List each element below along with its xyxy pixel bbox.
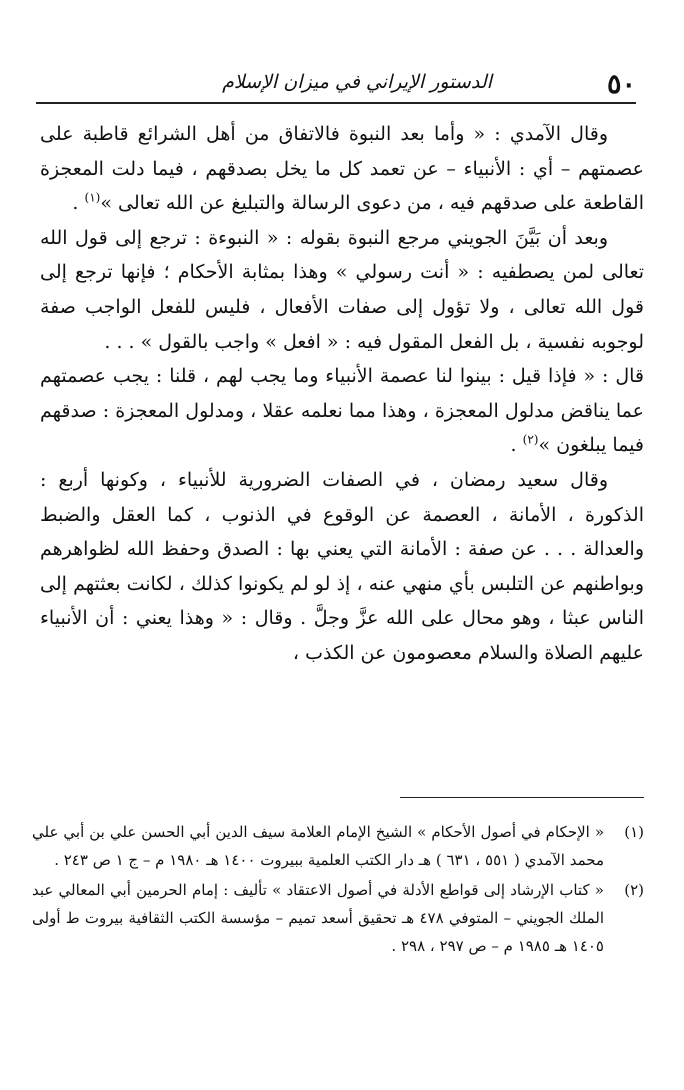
footnote-reference: (١) bbox=[84, 190, 101, 205]
running-title: الدستور الإيراني في ميزان الإسلام bbox=[222, 71, 492, 93]
paragraph bbox=[40, 359, 644, 463]
paragraph bbox=[40, 221, 644, 359]
page-number: ٥٠ bbox=[606, 69, 636, 100]
paragraph bbox=[40, 117, 644, 221]
paragraph-text: قال : « فإذا قيل : بينوا لنا عصمة الأنبياء وما يجب لهم ، قلنا : يجب عصمتهم عما يناقض مدلول المعجزة ، وهذا مما نعلمه عقلا ، ومدلول المعجزة : صدقهم فيما يبلغون » bbox=[40, 365, 644, 457]
footnote-reference: (٢) bbox=[522, 433, 539, 448]
footnote-text: « الإحكام في أصول الأحكام » الشيخ الإمام العلامة سيف الدين أبي الحسن علي بن أبي علي محمد الآمدي ( ٥٥١ ، ٦٣١ ) هـ دار الكتب العلمية ببيروت ١٤٠٠ هـ ١٩٨٠ م – ج ١ ص ٢٤٣ . bbox=[32, 823, 604, 869]
page-header bbox=[36, 58, 636, 104]
paragraph-text: وقال سعيد رمضان ، في الصفات الضرورية للأنبياء ، وكونها أربع : الذكورة ، الأمانة ، العصمة عن الوقوع في الذنوب ، كما العقل والضبط والعدالة . . . عن صفة : الأمانة التي يعني بها : الصدق وحفظ الله لظواهرهم وبواطنهم عن التلبس بأي منهي عنه ، إذ لو لم يكونوا كذلك ، لكانت بعثتهم إلى الناس عبثا ، وهو محال على الله عزَّ وجلَّ . وقال : « وهذا يعني : أن الأنبياء عليهم الصلاة والسلام معصومون عن الكذب ، bbox=[40, 468, 644, 664]
header-divider bbox=[36, 102, 636, 104]
footnote bbox=[32, 818, 644, 874]
footnote-text: « كتاب الإرشاد إلى قواطع الأدلة في أصول الاعتقاد » تأليف : إمام الحرمين أبي المعالي عبد الملك الجويني – المتوفي ٤٧٨ هـ تحقيق أسعد تميم – مؤسسة الكتب الثقافية بيروت ط أولى ١٤٠٥ هـ ١٩٨٥ م – ص ٢٩٧ ، ٢٩٨ . bbox=[32, 881, 604, 955]
paragraph-tail: . bbox=[510, 434, 523, 457]
paragraph bbox=[40, 463, 644, 671]
footnote bbox=[32, 876, 644, 960]
footnote-number: (٢) bbox=[624, 881, 644, 899]
paragraph-text: وبعد أن بَيَّنَ الجويني مرجع النبوة بقوله : « النبوءة : ترجع إلى قول الله تعالى لمن يصطفيه : « أنت رسولي » وهذا بمثابة الأحكام ؛ فإنها ترجع إلى قول الله تعالى ، ولا تؤول إلى صفات الأفعال ، فليس للفعل الواجب صفة لوجوبه نفسية ، بل الفعل المقول فيه : « افعل » واجب بالقول » . . . bbox=[40, 226, 644, 353]
main-text bbox=[40, 117, 644, 671]
paragraph-text: وقال الآمدي : « وأما بعد النبوة فالاتفاق من أهل الشرائع قاطبة على عصمتهم – أي : الأنبياء – عن تعمد كل ما يخل بصدقهم ، فيما دلت المعجزة القاطعة على صدقهم فيه ، من دعوى الرسالة والتبليغ عن الله تعالى » bbox=[40, 123, 644, 215]
footnote-divider bbox=[400, 797, 644, 798]
paragraph-tail: . bbox=[72, 192, 85, 215]
footnote-number: (١) bbox=[624, 823, 644, 841]
footnotes bbox=[32, 818, 644, 962]
